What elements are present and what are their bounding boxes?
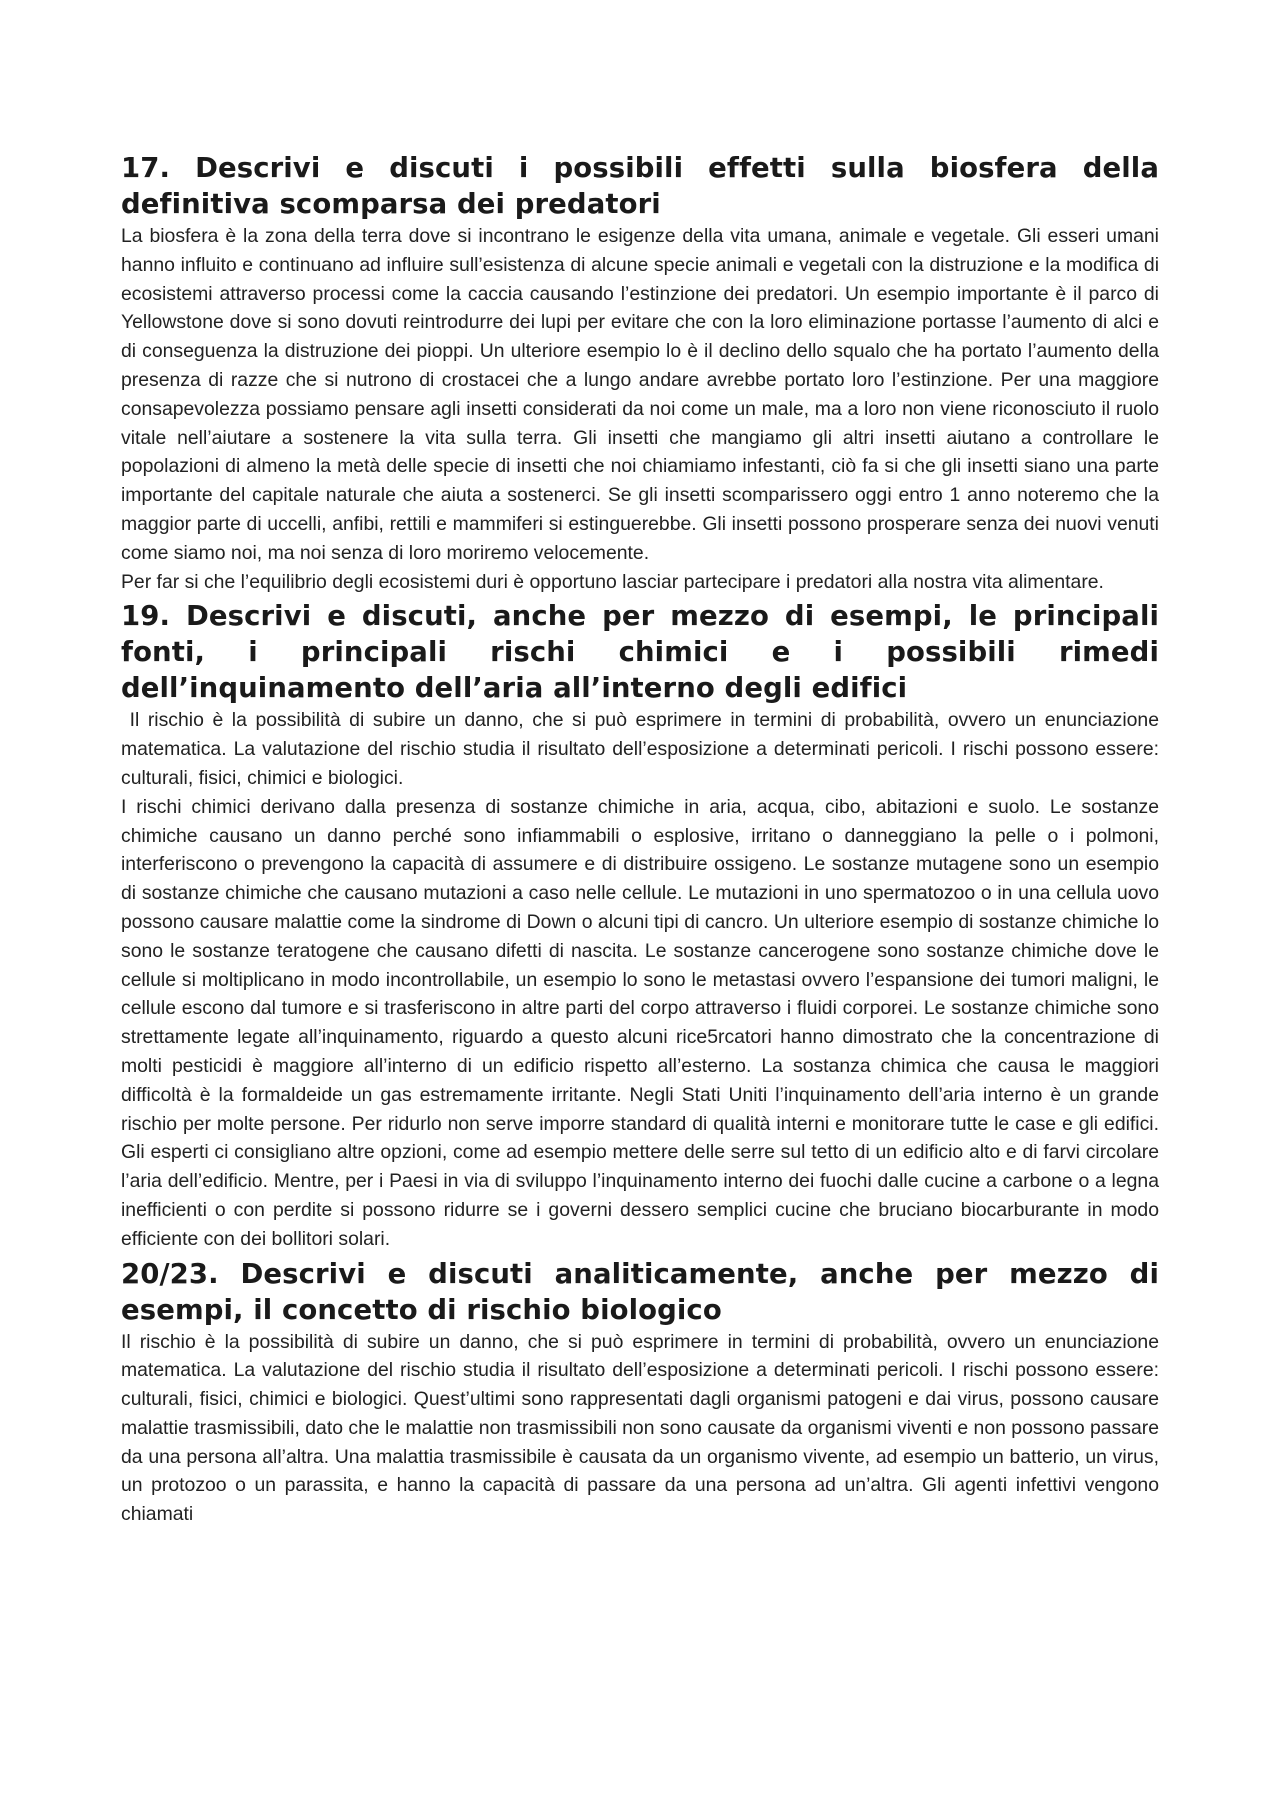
section-19 (121, 598, 1165, 1253)
section-heading: 17. Descrivi e discuti i possibili effetti sulla biosfera della definitiva scomparsa dei predatori (121, 152, 1159, 220)
section-heading: 20/23. Descrivi e discuti analiticamente, anche per mezzo di esempi, il concetto di rischio biologico (121, 1257, 1159, 1326)
paragraph: Il rischio è la possibilità di subire un danno, che si può esprimere in termini di probabilità, ovvero un enunciazione matematica. La valutazione del rischio studia il risultato dell’esposizione a determinati pericoli. I rischi possono essere: culturali, fisici, chimici e biologici. Quest’ultimi sono rappresentati dagli organismi patogeni e dai virus, possono causare malattie trasmissibili, dato che le malattie non trasmissibili non sono causate da organismi viventi e non possono passare da una persona all’altra. Una malattia trasmissibile è causata da un organismo vivente, ad esempio un batterio, un virus, un protozoo o un parassita, e hanno la capacità di passare da una persona ad un’altra. Gli agenti infettivi vengono chiamati (121, 1330, 1159, 1526)
paragraph: La biosfera è la zona della terra dove si incontrano le esigenze della vita umana, animale e vegetale. Gli esseri umani hanno influito e continuano ad influire sull’esistenza di alcune specie animali e vegetali con la distruzione e la modifica di ecosistemi attraverso processi come la caccia causando l’estinzione dei predatori. Un esempio importante è il parco di Yellowstone dove si sono dovuti reintrodurre dei lupi per evitare che con la loro eliminazione portasse l’aumento di alci e di conseguenza la distruzione dei pioppi. Un ulteriore esempio lo è il declino dello squalo che ha portato l’aumento della presenza di razze che si nutrono di crostacei che a lungo andare avrebbe portato loro l’estinzione. Per una maggiore consapevolezza possiamo pensare agli insetti considerati da noi come un male, ma a loro non viene riconosciuto il ruolo vitale nell’aiutare a sostenere la vita sulla terra. Gli insetti che mangiamo gli altri insetti aiutano a controllare le popolazioni di almeno la metà delle specie di insetti che noi chiamiamo infestanti, ciò fa si che gli insetti siano una parte importante del capitale naturale che aiuta a sostenerci. Se gli insetti scomparissero oggi entro 1 anno noteremo che la maggior parte di uccelli, anfibi, rettili e mammiferi si estinguerebbe. Gli insetti possono prosperare senza dei nuovi venuti come siamo noi, ma noi senza di loro moriremo velocemente. (121, 225, 1159, 564)
paragraph: Per far si che l’equilibrio degli ecosistemi duri è opportuno lasciar partecipare i predatori alla nostra vita alimentare. (121, 570, 1104, 593)
section-17 (121, 150, 1159, 596)
paragraph: Il rischio è la possibilità di subire un danno, che si può esprimere in termini di probabilità, ovvero un enunciazione matematica. La valutazione del rischio studia il risultato dell’esposizione a determinati pericoli. I rischi possono essere: culturali, fisici, chimici e biologici. (121, 709, 1165, 789)
section-heading: 19. Descrivi e discuti, anche per mezzo di esempi, le principali fonti, i principali rischi chimici e i possibili rimedi dell’inquinamento dell’aria all’interno degli edifici (121, 600, 1159, 705)
document-page (121, 150, 1165, 1529)
section-20-23 (121, 1256, 1159, 1530)
paragraph: I rischi chimici derivano dalla presenza di sostanze chimiche in aria, acqua, cibo, abitazioni e suolo. Le sostanze chimiche causano un danno perché sono infiammabili o esplosive, irritano o danneggiano la pelle o i polmoni, interferiscono o prevengono la capacità di assumere e di distribuire ossigeno. Le sostanze mutagene sono un esempio di sostanze chimiche che causano mutazioni a caso nelle cellule. Le mutazioni in uno spermatozoo o in una cellula uovo possono causare malattie come la sindrome di Down o alcuni tipi di cancro. Un ulteriore esempio di sostanze chimiche lo sono le sostanze teratogene che causano difetti di nascita. Le sostanze cancerogene sono sostanze chimiche dove le cellule si moltiplicano in modo incontrollabile, un esempio lo sono le metastasi ovvero l’espansione dei tumori maligni, le cellule escono dal tumore e si trasferiscono in altre parti del corpo attraverso i fluidi corporei. Le sostanze chimiche sono strettamente legate all’inquinamento, riguardo a questo alcuni rice5rcatori hanno dimostrato che la concentrazione di molti pesticidi è maggiore all’interno di un edificio rispetto all’esterno. La sostanza chimica che causa le maggiori difficoltà è la formaldeide un gas estremamente irritante. Negli Stati Uniti l’inquinamento dell’aria interno è un grande rischio per molte persone. Per ridurlo non serve imporre standard di qualità interni e monitorare tutte le case e gli edifici. Gli esperti ci consigliano altre opzioni, come ad esempio mettere delle serre sul tetto di un edificio alto e di farvi circolare l’aria dell’edificio. Mentre, per i Paesi in via di sviluppo l’inquinamento interno dei fuochi dalle cucine a carbone o a legna inefficienti o con perdite si possono ridurre se i governi dessero semplici cucine che bruciano biocarburante in modo efficiente con dei bollitori solari. (121, 795, 1159, 1250)
